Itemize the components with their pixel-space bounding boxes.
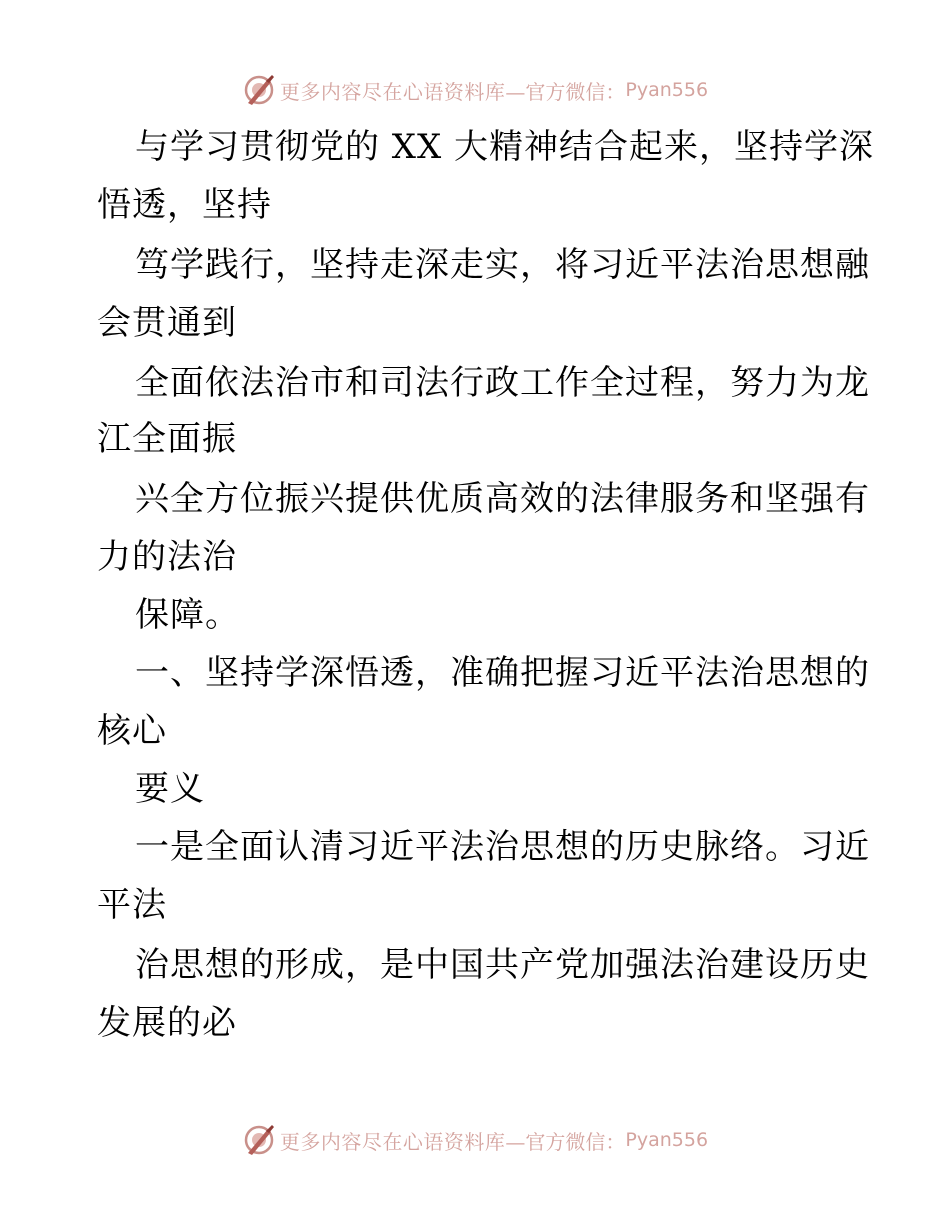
pen-logo-icon [242,1123,276,1157]
footer-watermark-banner [0,1122,950,1158]
text-line: 江全面振 [97,419,237,459]
section-heading: 一、坚持学深悟透，准确把握习近平法治思想的 [135,653,870,693]
text-line: 平法 [97,885,167,925]
text-line: 一是全面认清习近平法治思想的历史脉络。习近 [135,827,870,867]
text-line: 兴全方位振兴提供优质高效的法律服务和坚强有 [135,479,870,519]
banner-main-text: 更多内容尽在心语资料库 [279,1129,506,1154]
banner-separator: —官方微信： [505,79,626,104]
text-line: 全面依法治市和司法行政工作全过程，努力为龙 [135,363,870,403]
banner-main-text: 更多内容尽在心语资料库 [279,79,506,104]
text-line: 保障。 [135,595,240,635]
text-line: 力的法治 [97,537,237,577]
text-line: 发展的必 [97,1003,237,1043]
text-line: 会贯通到 [97,303,237,343]
section-heading-cont: 要义 [135,769,205,809]
banner-wechat-id: Pyan556 [625,1129,709,1151]
text-line: 笃学践行，坚持走深走实，将习近平法治思想融 [135,245,870,285]
pen-logo-icon [242,73,276,107]
header-watermark-banner [0,72,950,108]
text-line: 与学习贯彻党的 XX 大精神结合起来，坚持学深 [135,127,875,167]
section-heading-cont: 核心 [97,711,167,751]
banner-wechat-id: Pyan556 [625,79,709,101]
text-line: 治思想的形成，是中国共产党加强法治建设历史 [135,945,870,985]
banner-separator: —官方微信： [505,1129,626,1154]
text-line: 悟透，坚持 [97,185,272,225]
